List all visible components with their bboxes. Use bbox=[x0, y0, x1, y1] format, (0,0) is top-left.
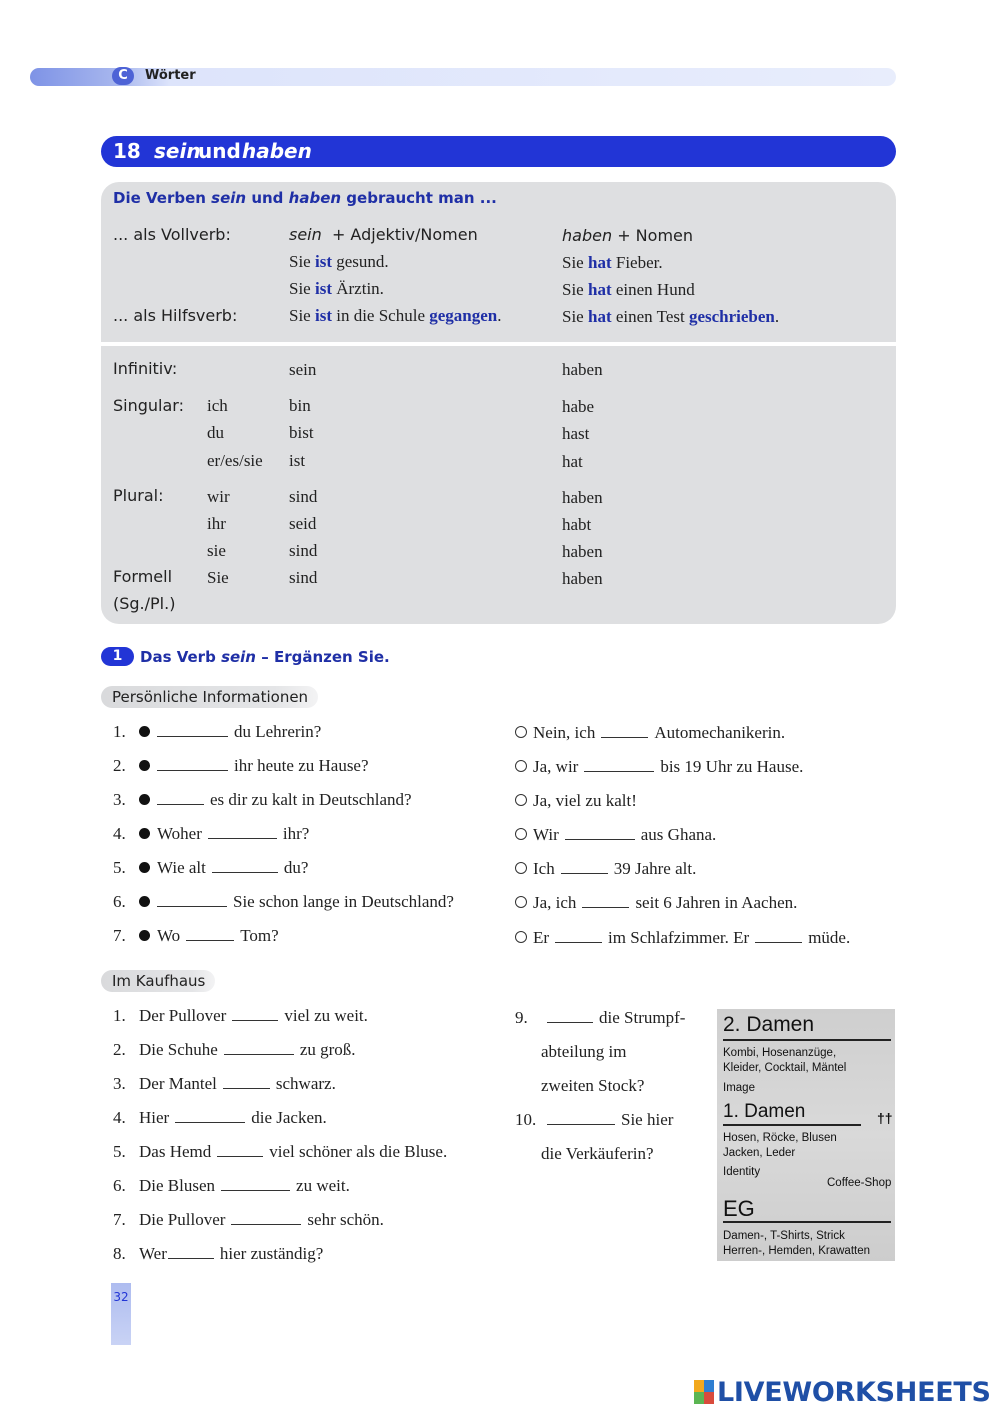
sign-floor2-line3: Image bbox=[723, 1082, 755, 1094]
page-number: 32 bbox=[113, 1290, 129, 1304]
dialog-question-1: 1. du Lehrerin? bbox=[113, 722, 322, 741]
liveworksheets-logo[interactable] bbox=[694, 1375, 991, 1409]
pronoun-wir: wir bbox=[207, 487, 230, 506]
subheading-kaufhaus: Im Kaufhaus bbox=[101, 970, 215, 992]
answer-blank[interactable] bbox=[208, 825, 277, 839]
dialog-question-2: 2. ihr heute zu Hause? bbox=[113, 756, 369, 775]
pronoun-ihr: ihr bbox=[207, 514, 226, 533]
kaufhaus-sentence-7: 7. Die Pullover sehr schön. bbox=[113, 1210, 384, 1229]
kaufhaus-sentence-10: 10. Sie hier bbox=[515, 1110, 674, 1129]
haben-du: hast bbox=[562, 424, 590, 443]
sign-floor2-title: 2. Damen bbox=[723, 1013, 815, 1036]
kaufhaus-sentence-9-line2: abteilung im bbox=[541, 1042, 627, 1061]
sein-er-es-sie: ist bbox=[289, 451, 306, 470]
answer-blank[interactable] bbox=[157, 723, 228, 737]
infinitiv-sein: sein bbox=[289, 360, 317, 379]
kaufhaus-sentence-6: 6. Die Blusen zu weit. bbox=[113, 1176, 350, 1195]
sign-divider bbox=[723, 1039, 891, 1041]
haben-er-es-sie: hat bbox=[562, 452, 583, 471]
dialog-answer-2: Ja, wir bis 19 Uhr zu Hause. bbox=[515, 756, 803, 778]
section-title-sein: sein bbox=[154, 139, 201, 163]
dialog-answer-5: Ich 39 Jahre alt. bbox=[515, 858, 696, 880]
hilfsverb-label: ... als Hilfsverb: bbox=[113, 306, 238, 325]
sign-floor1-line2: Jacken, Leder bbox=[723, 1147, 796, 1159]
answer-blank[interactable] bbox=[212, 859, 278, 873]
answer-blank[interactable] bbox=[582, 894, 629, 908]
haben-column-head: haben + Nomen bbox=[562, 226, 694, 245]
answer-blank[interactable] bbox=[561, 860, 608, 874]
formell-label: Formell bbox=[113, 567, 173, 586]
sein-column-head: sein + Adjektiv/Nomen bbox=[289, 225, 478, 244]
sein-example-2: Sie ist Ärztin. bbox=[289, 279, 384, 298]
sein-sie-formell: sind bbox=[289, 568, 318, 587]
exercise-title: Das Verb sein – Ergänzen Sie. bbox=[140, 648, 390, 666]
sign-eg-title: EG bbox=[723, 1196, 755, 1221]
sign-floor2-line2: Kleider, Cocktail, Mäntel bbox=[723, 1062, 847, 1074]
store-directory-photo bbox=[717, 1009, 895, 1261]
plural-label: Plural: bbox=[113, 486, 164, 505]
answer-blank[interactable] bbox=[547, 1111, 615, 1125]
answer-blank[interactable] bbox=[231, 1211, 301, 1225]
dialog-question-7: 7. Wo Tom? bbox=[113, 926, 279, 945]
answer-blank[interactable] bbox=[221, 1177, 290, 1191]
pronoun-sie-plural: sie bbox=[207, 541, 226, 560]
pronoun-sie-formell: Sie bbox=[207, 568, 229, 587]
answer-blank[interactable] bbox=[584, 758, 654, 772]
grammar-intro: Die Verben sein und haben gebraucht man ... bbox=[113, 189, 497, 207]
haben-ich: habe bbox=[562, 397, 595, 416]
sign-divider bbox=[723, 1124, 861, 1126]
dialog-question-5: 5. Wie alt du? bbox=[113, 858, 309, 877]
section-title-haben: haben bbox=[242, 139, 312, 163]
haben-ihr: habt bbox=[562, 515, 592, 534]
answer-blank[interactable] bbox=[601, 724, 648, 738]
kaufhaus-sentence-3: 3. Der Mantel schwarz. bbox=[113, 1074, 336, 1093]
liveworksheets-logo-icon bbox=[694, 1380, 714, 1404]
haben-example-2: Sie hat einen Hund bbox=[562, 280, 695, 299]
restroom-icon: †† bbox=[877, 1110, 893, 1126]
sein-ich: bin bbox=[289, 396, 311, 415]
dialog-answer-4: Wir aus Ghana. bbox=[515, 824, 716, 846]
sein-du: bist bbox=[289, 423, 314, 442]
answer-blank[interactable] bbox=[755, 929, 802, 943]
chapter-title: Wörter bbox=[145, 68, 196, 83]
kaufhaus-sentence-9: 9. die Strumpf- bbox=[515, 1008, 686, 1027]
section-title-und: und bbox=[198, 139, 241, 163]
answer-blank[interactable] bbox=[157, 791, 204, 805]
answer-blank[interactable] bbox=[157, 893, 227, 907]
answer-blank[interactable] bbox=[555, 929, 602, 943]
answer-blank[interactable] bbox=[565, 826, 635, 840]
answer-blank[interactable] bbox=[223, 1075, 270, 1089]
dialog-question-3: 3. es dir zu kalt in Deutschland? bbox=[113, 790, 412, 809]
sign-divider bbox=[723, 1221, 891, 1223]
subheading-personal-info: Persönliche Informationen bbox=[101, 686, 318, 708]
kaufhaus-sentence-5: 5. Das Hemd viel schöner als die Bluse. bbox=[113, 1142, 448, 1161]
pronoun-er-es-sie: er/es/sie bbox=[207, 451, 263, 470]
exercise-number-badge: 1 bbox=[101, 647, 134, 666]
dialog-question-6: 6. Sie schon lange in Deutschland? bbox=[113, 892, 454, 911]
dialog-question-4: 4. Woher ihr? bbox=[113, 824, 310, 843]
section-title-bar bbox=[101, 136, 896, 167]
answer-blank[interactable] bbox=[168, 1245, 214, 1259]
formell-label-sg-pl: (Sg./Pl.) bbox=[113, 594, 176, 613]
sign-floor1-line1: Hosen, Röcke, Blusen bbox=[723, 1132, 837, 1144]
kaufhaus-sentence-4: 4. Hier die Jacken. bbox=[113, 1108, 327, 1127]
answer-blank[interactable] bbox=[547, 1009, 593, 1023]
chapter-letter-badge: C bbox=[112, 67, 134, 85]
section-number: 18 bbox=[113, 139, 141, 163]
dialog-answer-3: Ja, viel zu kalt! bbox=[515, 790, 637, 812]
sein-example-1: Sie ist gesund. bbox=[289, 252, 389, 271]
haben-sie-formell: haben bbox=[562, 569, 603, 588]
dialog-answer-6: Ja, ich seit 6 Jahren in Aachen. bbox=[515, 892, 797, 914]
answer-blank[interactable] bbox=[175, 1109, 245, 1123]
haben-sie-plural: haben bbox=[562, 542, 603, 561]
haben-wir: haben bbox=[562, 488, 603, 507]
sign-floor1-line3: Identity bbox=[723, 1166, 761, 1178]
answer-blank[interactable] bbox=[217, 1143, 263, 1157]
dialog-answer-7: Er im Schlafzimmer. Er müde. bbox=[515, 927, 850, 949]
kaufhaus-sentence-8: 8. Wer hier zuständig? bbox=[113, 1244, 324, 1263]
answer-blank[interactable] bbox=[157, 757, 228, 771]
sein-wir: sind bbox=[289, 487, 318, 506]
pronoun-du: du bbox=[207, 423, 224, 442]
kaufhaus-sentence-10-line2: die Verkäuferin? bbox=[541, 1144, 654, 1163]
answer-blank[interactable] bbox=[186, 927, 234, 941]
sign-eg-line1: Damen-, T-Shirts, Strick bbox=[723, 1230, 845, 1242]
grammar-divider bbox=[101, 342, 896, 346]
sein-ihr: seid bbox=[289, 514, 317, 533]
singular-label: Singular: bbox=[113, 396, 184, 415]
answer-blank[interactable] bbox=[224, 1041, 294, 1055]
dialog-answer-1: Nein, ich Automechanikerin. bbox=[515, 722, 785, 744]
haben-example-3: Sie hat einen Test geschrieben. bbox=[562, 307, 780, 326]
sign-eg-line2: Herren-, Hemden, Krawatten bbox=[723, 1245, 871, 1257]
sign-floor1-title: 1. Damen bbox=[723, 1101, 806, 1122]
sein-sie-plural: sind bbox=[289, 541, 318, 560]
sein-example-3: Sie ist in die Schule gegangen. bbox=[289, 306, 502, 325]
kaufhaus-sentence-9-line3: zweiten Stock? bbox=[541, 1076, 645, 1095]
vollverb-label: ... als Vollverb: bbox=[113, 225, 231, 244]
sign-floor2-line1: Kombi, Hosenanzüge, bbox=[723, 1047, 837, 1059]
kaufhaus-sentence-2: 2. Die Schuhe zu groß. bbox=[113, 1040, 356, 1059]
sign-coffee-shop: Coffee-Shop bbox=[827, 1177, 892, 1189]
haben-example-1: Sie hat Fieber. bbox=[562, 253, 663, 272]
kaufhaus-sentence-1: 1. Der Pullover viel zu weit. bbox=[113, 1006, 368, 1025]
answer-blank[interactable] bbox=[232, 1007, 278, 1021]
liveworksheets-logo-text: LIVEWORKSHEETS bbox=[717, 1376, 991, 1408]
infinitiv-haben: haben bbox=[562, 360, 603, 379]
infinitiv-label: Infinitiv: bbox=[113, 359, 178, 378]
pronoun-ich: ich bbox=[207, 396, 228, 415]
